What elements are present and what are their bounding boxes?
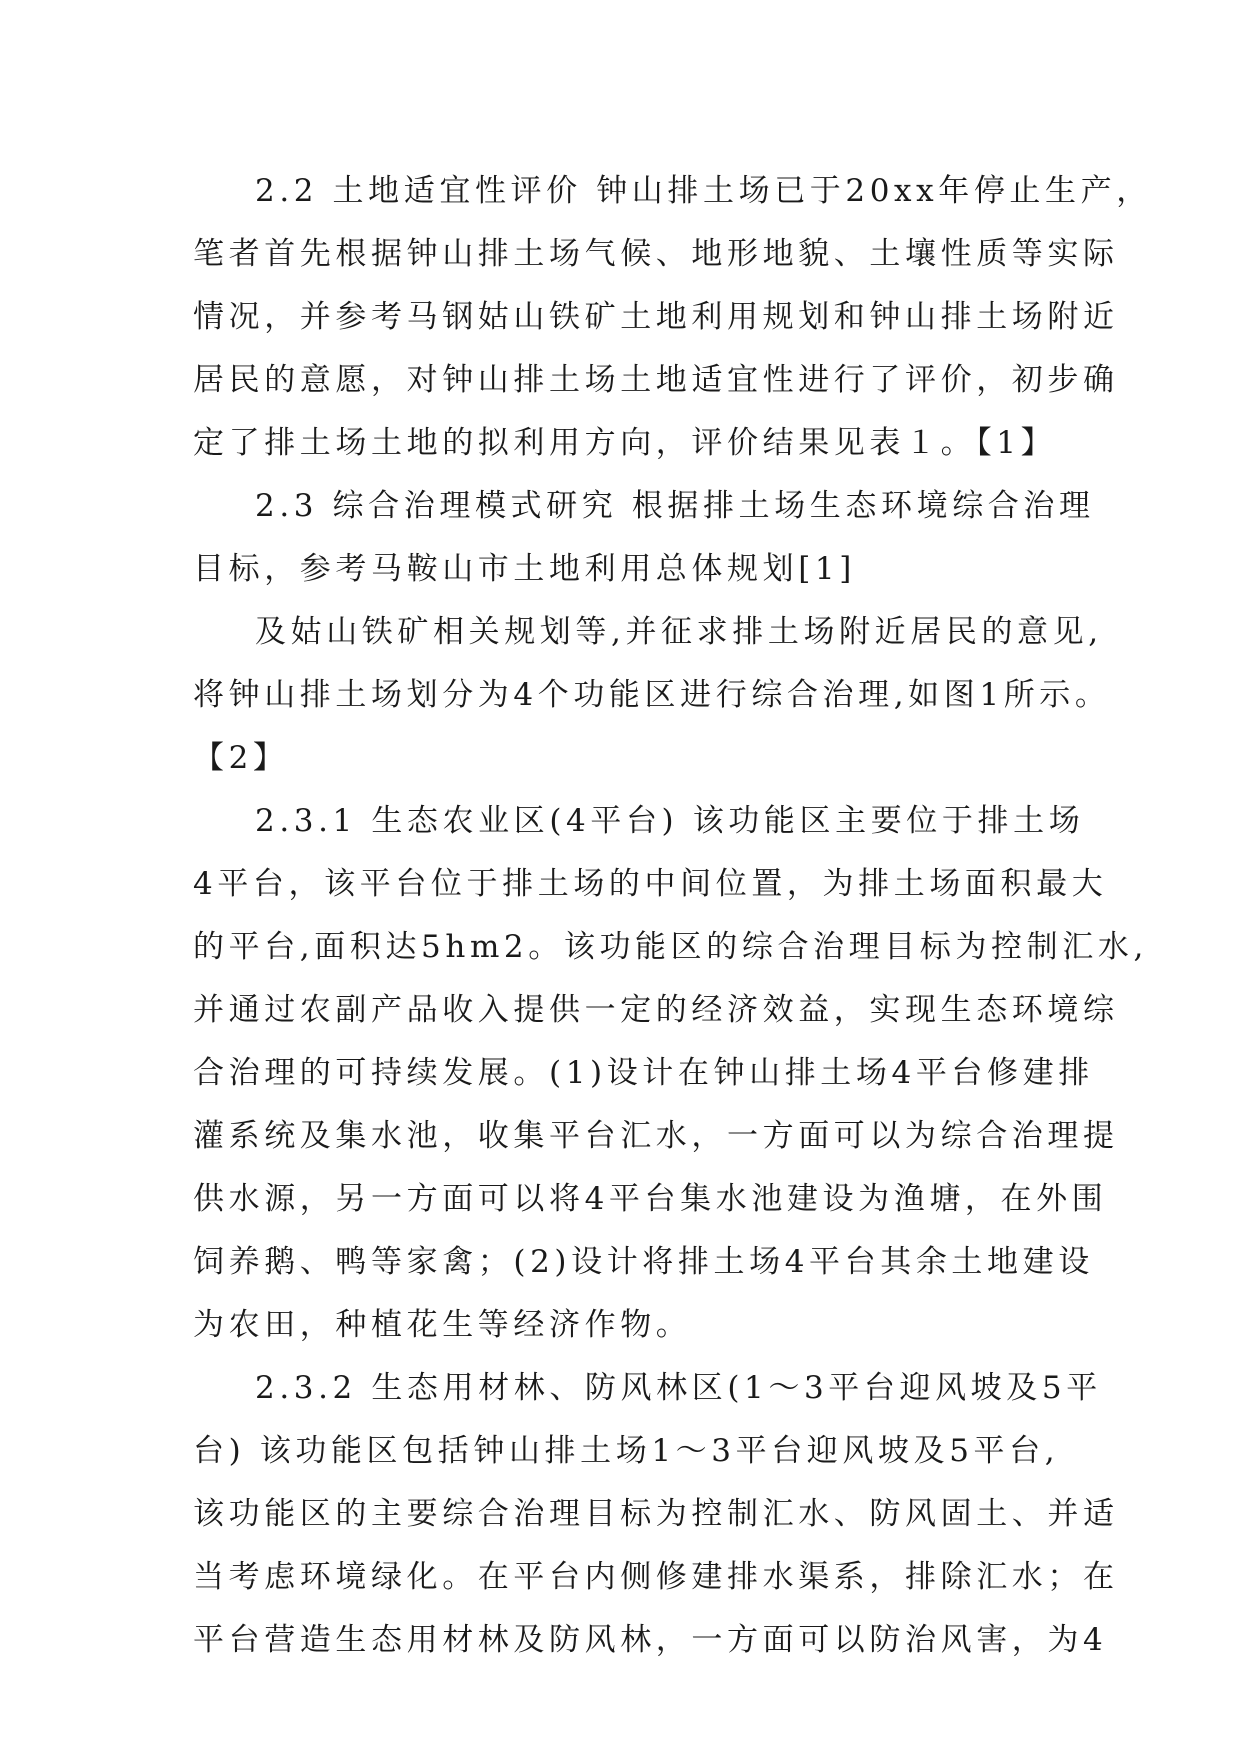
paragraph-2-3-1-line-7: 供水源，另一方面可以将4平台集水池建设为渔塘，在外围 <box>193 1181 1108 1217</box>
paragraph-2-3-cont-line-1: 及姑山铁矿相关规划等,并征求排土场附近居民的意见, <box>255 614 1103 650</box>
paragraph-2-2-line-5: 定了排土场土地的拟利用方向，评价结果见表１。【1】 <box>193 425 1057 461</box>
document-body <box>193 160 1152 1672</box>
paragraph-2-3-1-line-3: 的平台,面积达5hm2。该功能区的综合治理目标为控制汇水, <box>193 929 1148 965</box>
paragraph-2-3-2-line-5: 平台营造生态用材林及防风林，一方面可以防治风害，为4 <box>193 1622 1108 1658</box>
paragraph-2-3-1-line-6: 灌系统及集水池，收集平台汇水，一方面可以为综合治理提 <box>193 1118 1119 1154</box>
paragraph-2-2-line-1: 2.2 土地适宜性评价 钟山排土场已于20xx年停止生产， <box>255 173 1152 209</box>
paragraph-2-3-1-line-2: 4平台，该平台位于排土场的中间位置，为排土场面积最大 <box>193 866 1108 902</box>
paragraph-2-3-2-line-1: 2.3.2 生态用材林、防风林区(1～3平台迎风坡及5平 <box>255 1370 1102 1406</box>
paragraph-2-3-1-line-4: 并通过农副产品收入提供一定的经济效益，实现生态环境综 <box>193 992 1119 1028</box>
paragraph-2-3-line-1: 2.3 综合治理模式研究 根据排土场生态环境综合治理 <box>255 488 1095 524</box>
paragraph-2-3-cont-line-3: 【2】 <box>193 740 289 776</box>
paragraph-2-3-2-line-3: 该功能区的主要综合治理目标为控制汇水、防风固土、并适 <box>193 1496 1119 1532</box>
paragraph-2-2-line-2: 笔者首先根据钟山排土场气候、地形地貌、土壤性质等实际 <box>193 236 1119 272</box>
paragraph-2-2-line-4: 居民的意愿，对钟山排土场土地适宜性进行了评价，初步确 <box>193 362 1119 398</box>
paragraph-2-3-1-line-1: 2.3.1 生态农业区(4平台) 该功能区主要位于排土场 <box>255 803 1085 839</box>
paragraph-2-3-1-line-8: 饲养鹅、鸭等家禽；(2)设计将排土场4平台其余土地建设 <box>193 1244 1094 1280</box>
paragraph-2-3-cont-line-2: 将钟山排土场划分为4个功能区进行综合治理,如图1所示。 <box>193 677 1111 713</box>
paragraph-2-3-1-line-5: 合治理的可持续发展。(1)设计在钟山排土场4平台修建排 <box>193 1055 1094 1091</box>
paragraph-2-3-2-line-2: 台) 该功能区包括钟山排土场1～3平台迎风坡及5平台, <box>193 1433 1060 1469</box>
paragraph-2-3-1-line-9: 为农田，种植花生等经济作物。 <box>193 1307 692 1343</box>
paragraph-2-2-line-3: 情况，并参考马钢姑山铁矿土地利用规划和钟山排土场附近 <box>193 299 1119 335</box>
paragraph-2-3-2-line-4: 当考虑环境绿化。在平台内侧修建排水渠系，排除汇水；在 <box>193 1559 1119 1595</box>
paragraph-2-3-line-2: 目标，参考马鞍山市土地利用总体规划[1] <box>193 551 856 587</box>
